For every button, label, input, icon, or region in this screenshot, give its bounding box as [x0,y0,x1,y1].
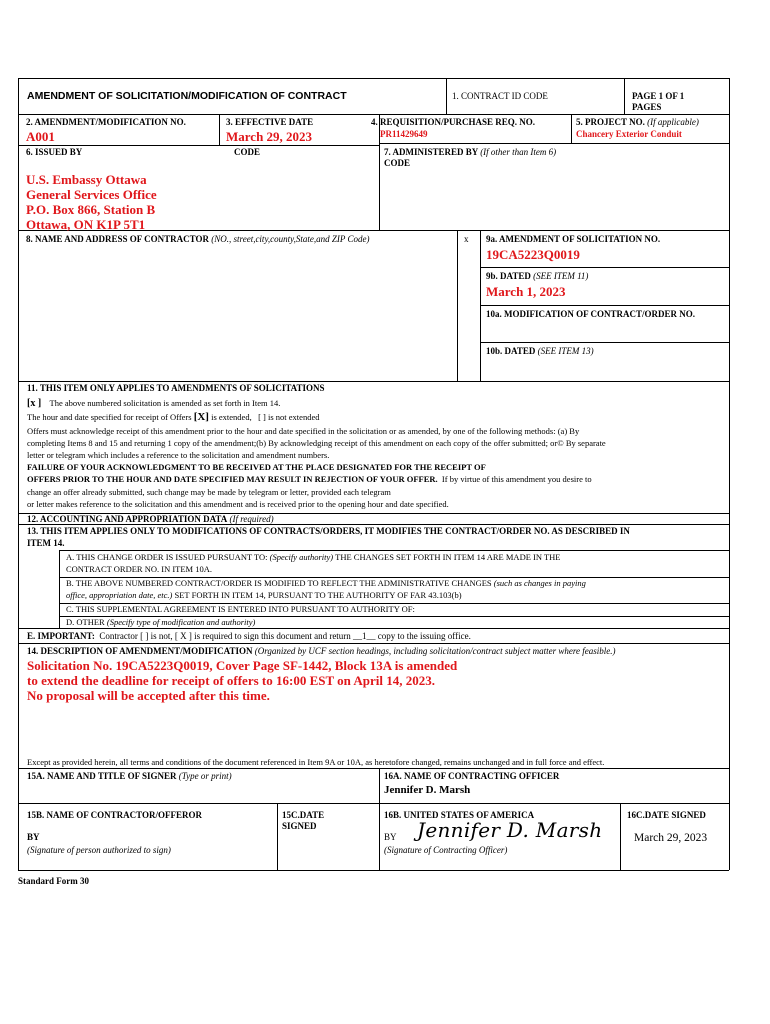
amendment-no-label: 2. AMENDMENT/MODIFICATION NO. [26,117,186,127]
modification-no-label: 10a. MODIFICATION OF CONTRACT/ORDER NO. [486,309,696,319]
item-11-line-2: The hour and date specified for receipt of Offers [X] is extended, [ ] is not extended [27,411,320,423]
item-13a-line-1: A. THIS CHANGE ORDER IS ISSUED PURSUANT TO: (Specify authority) THE CHANGES SET FORTH IN ITEM 14 ARE MADE IN THE [66,552,561,562]
rule [18,145,379,146]
item-13d: D. OTHER (Specify type of modification and authority) [66,617,256,627]
rule [457,230,458,381]
rule [18,803,729,804]
dated-10b-label: 10b. DATED (SEE ITEM 13) [486,346,594,356]
rule [18,381,729,382]
item-13b-line-1: B. THE ABOVE NUMBERED CONTRACT/ORDER IS MODIFIED TO REFLECT THE ADMINISTRATIVE CHANGES (such as changes in paying [66,578,586,588]
rule [480,342,729,343]
signer-name-label: 15A. NAME AND TITLE OF SIGNER (Type or print) [27,771,232,781]
issued-by-label: 6. ISSUED BY [26,147,83,157]
requisition-no-value: PR11429649 [380,129,428,139]
page-label: PAGE 1 OF 1 [632,91,685,101]
rule [59,550,729,551]
officer-by-label: BY [384,832,397,842]
item-13-heading-2: ITEM 14. [27,538,65,548]
form-title: AMENDMENT OF SOLICITATION/MODIFICATION OF CONTRACT [27,90,347,102]
item-11-line-4: completing Items 8 and 15 and returning 1 copy of the amendment;(b) By acknowledging receipt of this amendment on each copy of the offer submitted; or© By separate [27,438,606,448]
pages-label: PAGES [632,102,662,112]
contractor-offeror-label: 15B. NAME OF CONTRACTOR/OFFEROR [27,810,203,820]
administered-by-label: 7. ADMINISTERED BY (If other than Item 6) [384,147,557,157]
dated-9b-label: 9b. DATED (SEE ITEM 11) [486,271,589,281]
item-13c: C. THIS SUPPLEMENTAL AGREEMENT IS ENTERED INTO PURSUANT TO AUTHORITY OF: [66,604,415,614]
amendment-no-value: A001 [26,129,55,144]
issued-by-code-label: CODE [234,147,261,157]
amendment-checkbox-mark[interactable]: x [464,234,469,244]
item-13a-line-2: CONTRACT ORDER NO. IN ITEM 10A. [66,564,212,574]
modification-description: Solicitation No. 19CA5223Q0019, Cover Page SF-1442, Block 13A is amended to extend the deadline for receipt of offers to 16:00 EST on April 14, 2023. No proposal will be accepted after this time. [27,658,458,703]
date-signed-16c-label: 16C.DATE SIGNED [627,810,706,820]
form-left-border [18,78,19,870]
project-no-value: Chancery Exterior Conduit [576,129,682,139]
officer-signature-caption: (Signature of Contracting Officer) [384,845,508,855]
form-right-border [729,78,730,870]
issuing-office-address: U.S. Embassy Ottawa General Services Office P.O. Box 866, Station B Ottawa, ON K1P 5T1 [26,172,157,232]
rule [219,114,220,145]
rule [379,768,380,870]
contract-id-code-label: 1. CONTRACT ID CODE [452,91,548,101]
item-11-line-1: [x ] The above numbered solicitation is amended as set forth in Item 14. [27,398,281,409]
solicitation-no-value: 19CA5223Q0019 [486,247,580,262]
rule [480,305,729,306]
rule [59,550,60,628]
item-14-label: 14. DESCRIPTION OF AMENDMENT/MODIFICATION (Organized by UCF section headings, including solicitation/contract subject matter where feasible.) [27,646,616,656]
item-11-line-5: letter or telegram which includes a reference to the solicitation and amendment numbers. [27,450,330,460]
rule [277,803,278,870]
solicitation-no-label: 9a. AMENDMENT OF SOLICITATION NO. [486,234,661,244]
item-13b-line-2: office, appropriation date, etc.) SET FORTH IN ITEM 14, PURSUANT TO THE AUTHORITY OF FAR 43.103(b) [66,590,462,600]
rule [624,78,625,114]
effective-date-value: March 29, 2023 [226,129,313,144]
except-statement: Except as provided herein, all terms and conditions of the document referenced in Item 9A or 10A, as heretofore changed, remains unchanged and in full force and effect. [27,757,605,767]
rule [18,768,729,769]
rule [446,78,447,114]
contracting-officer-label: 16A. NAME OF CONTRACTING OFFICER [384,771,560,781]
date-signed-16c-value: March 29, 2023 [634,832,708,844]
item-11-line-8: change an offer already submitted, such change may be made by telegram or letter, provided each telegram [27,487,391,497]
effective-date-label: 3. EFFECTIVE DATE [226,117,314,127]
date-signed-15c-label: 15C.DATE SIGNED [282,810,325,831]
contractor-by-label: BY [27,832,40,842]
rule [620,803,621,870]
contractor-name-address-label: 8. NAME AND ADDRESS OF CONTRACTOR (NO., street,city,county,State,and ZIP Code) [26,234,370,244]
item-13-heading: 13. THIS ITEM APPLIES ONLY TO MODIFICATIONS OF CONTRACTS/ORDERS, IT MODIFIES THE CONTRACT/ORDER NO. AS DESCRIBED IN [27,526,630,536]
contracting-officer-name: Jennifer D. Marsh [384,784,471,796]
item-11-line-7: OFFERS PRIOR TO THE HOUR AND DATE SPECIFIED MAY RESULT IN REJECTION OF YOUR OFFER. If by virtue of this amendment you desire to [27,474,592,484]
rule [571,114,572,143]
rule [379,143,729,144]
form-number: Standard Form 30 [18,876,90,886]
solicitation-amended-checkbox[interactable]: [x ] [27,398,42,409]
usa-label: 16B. UNITED STATES OF AMERICA [384,810,535,820]
form-top-border [18,78,729,79]
rule [18,114,729,115]
item-12-label: 12. ACCOUNTING AND APPROPRIATION DATA (If required) [27,514,274,524]
extended-checkbox[interactable]: [X] [193,411,209,423]
item-11-line-9: or letter makes reference to the solicitation and this amendment and is received prior to the opening hour and date specified. [27,499,449,509]
important-notice: E. IMPORTANT: Contractor [ ] is not, [ X ] is required to sign this document and return __1__ copy to the issuing office. [27,631,471,641]
dated-9b-value: March 1, 2023 [486,284,566,299]
rule [480,230,481,381]
project-no-label: 5. PROJECT NO. (If applicable) [576,117,699,127]
rule [480,267,729,268]
administered-by-code-label: CODE [384,158,411,168]
requisition-no-label: 4. REQUISITION/PURCHASE REQ. NO. [371,117,536,127]
form-bottom-border [18,870,729,871]
contractor-signature-caption: (Signature of person authorized to sign) [27,845,171,855]
officer-signature: Jennifer D. Marsh [417,818,603,842]
item-11-line-6: FAILURE OF YOUR ACKNOWLEDGMENT TO BE RECEIVED AT THE PLACE DESIGNATED FOR THE RECEIPT OF [27,462,486,472]
item-11-heading: 11. THIS ITEM ONLY APPLIES TO AMENDMENTS OF SOLICITATIONS [27,383,325,393]
item-11-line-3: Offers must acknowledge receipt of this amendment prior to the hour and date specified in the solicitation or as amended, by one of the following methods: (a) By [27,426,580,436]
rule [18,643,729,644]
